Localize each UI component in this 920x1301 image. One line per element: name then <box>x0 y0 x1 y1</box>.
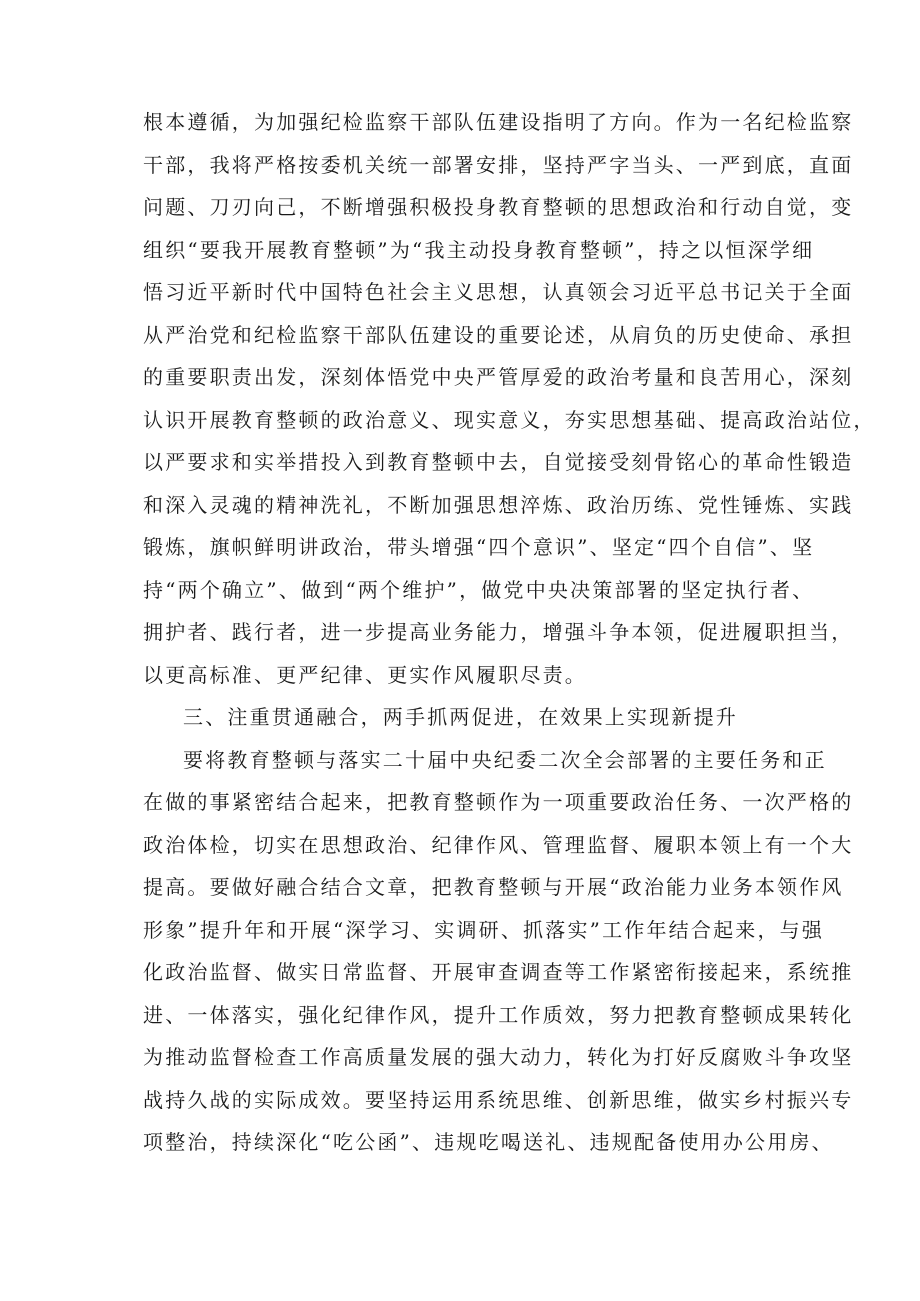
text-line: 战持久战的实际成效。要坚持运用系统思维、创新思维，做实乡村振兴专 <box>143 1087 854 1112</box>
text-line: 根本遵循，为加强纪检监察干部队伍建设指明了方向。作为一名纪检监察 <box>143 110 854 134</box>
text-line: 的重要职责出发，深刻体悟党中央严管厚爱的政治考量和良苦用心，深刻 <box>143 365 854 389</box>
text-line: 在做的事紧密结合起来，把教育整顿作为一项重要政治任务、一次严格的 <box>143 790 854 814</box>
text-line: 提高。要做好融合结合文章，把教育整顿与开展“政治能力业务本领作风 <box>143 875 844 899</box>
text-line: 干部，我将严格按委机关统一部署安排，坚持严字当头、一严到底，直面 <box>143 152 854 177</box>
text-line: 持“两个确立”、做到“两个维护”，做党中央决策部署的坚定执行者、 <box>143 577 815 602</box>
paragraph-2 <box>143 739 854 1164</box>
text-line: 组织“要我开展教育整顿”为“我主动投身教育整顿”，持之以恒深学细 <box>143 237 815 262</box>
text-line: 认识开展教育整顿的政治意义、现实意义，夯实思想基础、提高政治站位， <box>143 407 876 432</box>
text-line: 锻炼，旗帜鲜明讲政治，带头增强“四个意识”、坚定“四个自信”、坚 <box>143 535 815 559</box>
text-line: 以更高标准、更严纪律、更实作风履职尽责。 <box>143 662 587 687</box>
text-line: 拥护者、践行者，进一步提高业务能力，增强斗争本领，促进履职担当， <box>143 620 854 644</box>
text-line: 化政治监督、做实日常监督、开展审查调查等工作紧密衔接起来，系统推 <box>143 960 854 984</box>
paragraph-1 <box>143 101 876 696</box>
text-line: 形象”提升年和开展“深学习、实调研、抓落实”工作年结合起来，与强 <box>143 917 825 942</box>
text-line: 悟习近平新时代中国特色社会主义思想，认真领会习近平总书记关于全面 <box>143 280 854 304</box>
text-line: 为推动监督检查工作高质量发展的强大动力，转化为打好反腐败斗争攻坚 <box>143 1045 854 1069</box>
section-heading: 三、注重贯通融合，两手抓两促进，在效果上实现新提升 <box>183 705 738 729</box>
text-line: 要将教育整顿与落实二十届中央纪委二次全会部署的主要任务和正 <box>183 747 827 772</box>
text-line: 从严治党和纪检监察干部队伍建设的重要论述，从肩负的历史使命、承担 <box>143 322 854 347</box>
text-line: 项整治，持续深化“吃公函”、违规吃喝送礼、违规配备使用办公用房、 <box>143 1130 834 1154</box>
text-line: 和深入灵魂的精神洗礼，不断加强思想淬炼、政治历练、党性锤炼、实践 <box>143 492 854 517</box>
text-line: 进、一体落实，强化纪律作风，提升工作质效，努力把教育整顿成果转化 <box>143 1002 854 1027</box>
document-body <box>143 101 876 1164</box>
text-line: 政治体检，切实在思想政治、纪律作风、管理监督、履职本领上有一个大 <box>143 832 854 857</box>
text-line: 问题、刀刃向己，不断增强积极投身教育整顿的思想政治和行动自觉，变 <box>143 195 854 219</box>
text-line: 以严要求和实举措投入到教育整顿中去，自觉接受刻骨铭心的革命性锻造 <box>143 450 854 474</box>
